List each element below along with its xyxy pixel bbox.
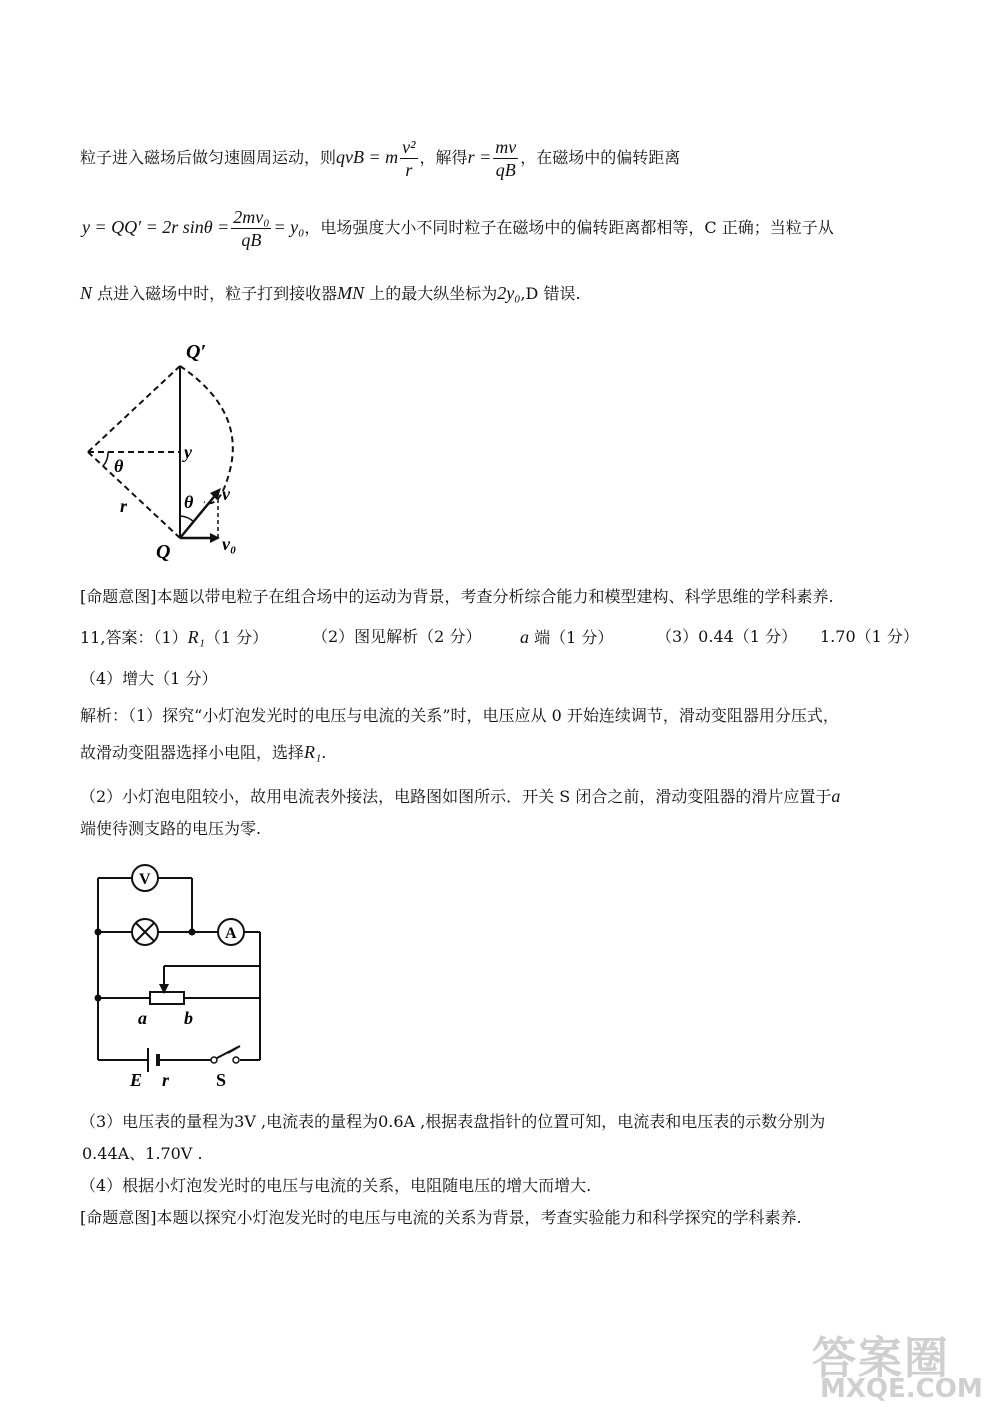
watermark-url: MXQE.COM	[820, 1374, 983, 1404]
label-b: b	[184, 1008, 193, 1028]
label-s: S	[216, 1070, 227, 1090]
part3-line-1: （3）电压表的量程为3V ,电流表的量程为0.6A ,根据表盘指针的位置可知，电流表和电压表的示数分别为	[80, 1112, 826, 1131]
part4-line: （4）根据小灯泡发光时的电压与电流的关系，电阻随电压的增大而增大.	[80, 1176, 592, 1195]
deflection-diagram	[70, 330, 270, 565]
analysis-line-4: 端使待测支路的电压为零.	[80, 819, 262, 838]
label-r-internal: r	[162, 1070, 170, 1090]
label-q-prime: Q′	[186, 341, 207, 363]
p1-pre: 粒子进入磁场后做匀速圆周运动，则	[80, 148, 337, 167]
label-a: a	[138, 1008, 147, 1028]
intent-2: [命题意图]本题以探究小灯泡发光时的电压与电流的关系为背景，考查实验能力和科学探究的学科素养.	[80, 1208, 802, 1227]
analysis-line-3: （2）小灯泡电阻较小，故用电流表外接法，电路图如图所示．开关 S 闭合之前，滑动变阻器的滑片应置于a	[80, 786, 841, 806]
watermark-logo: 答案圈	[812, 1333, 950, 1384]
label-v0: v₀	[222, 534, 237, 554]
label-e: E	[130, 1070, 143, 1090]
answer-line: 11,答案：（1）R₁（1 分） （2）图见解析（2 分） a 端（1 分） （3）0.44（1 分） 1.70（1 分）	[80, 627, 919, 647]
analysis-line-1: 解析：（1）探究“小灯泡发光时的电压与电流的关系”时，电压应从 0 开始连续调节，滑动变阻器用分压式，	[80, 706, 839, 725]
intent-1: [命题意图]本题以带电粒子在组合场中的运动为背景，考查分析综合能力和模型建构、科学思维的学科素养.	[80, 587, 834, 606]
analysis-line-2: 故滑动变阻器选择小电阻，选择R₁.	[80, 742, 327, 762]
answer-4: （4）增大（1 分）	[80, 669, 218, 688]
eq1-left: qvB = m	[336, 147, 399, 167]
label-q: Q	[156, 541, 171, 563]
eq3-fraction: $\frac{\text{2mv₀}}{qB}$	[233, 207, 270, 250]
eq2-fraction: $\frac{mv}{qB}$	[495, 137, 517, 180]
label-y: y	[184, 442, 192, 462]
label-r: r	[120, 496, 128, 516]
ammeter-label: A	[225, 925, 237, 942]
label-v: v	[222, 484, 230, 504]
eq1-fraction: $\frac{\text{v²}}{r}$	[402, 137, 416, 180]
paragraph-3: N 点进入磁场中时，粒子打到接收器MN 上的最大纵坐标为2y₀,D 错误.	[80, 283, 581, 303]
voltmeter-label: V	[139, 871, 151, 888]
circuit-diagram	[88, 858, 278, 1093]
label-theta-bottom: θ	[184, 492, 194, 512]
label-theta-left: θ	[114, 456, 124, 476]
paragraph-2: y = QQ′ = 2r sinθ = $\frac{\text{2mv₀}}{qB}$ = y₀，电场强度大小不同时粒子在磁场中的偏转距离都相等，C 正确；当粒子从	[82, 207, 834, 250]
part3-line-2: 0.44A、1.70V .	[82, 1144, 203, 1163]
paragraph-1: 粒子进入磁场后做匀速圆周运动，则qvB = m $\frac{\text{v²}}{r}$ ，解得r = $\frac{mv}{qB}$ ，在磁场中的偏转距离	[80, 137, 681, 180]
